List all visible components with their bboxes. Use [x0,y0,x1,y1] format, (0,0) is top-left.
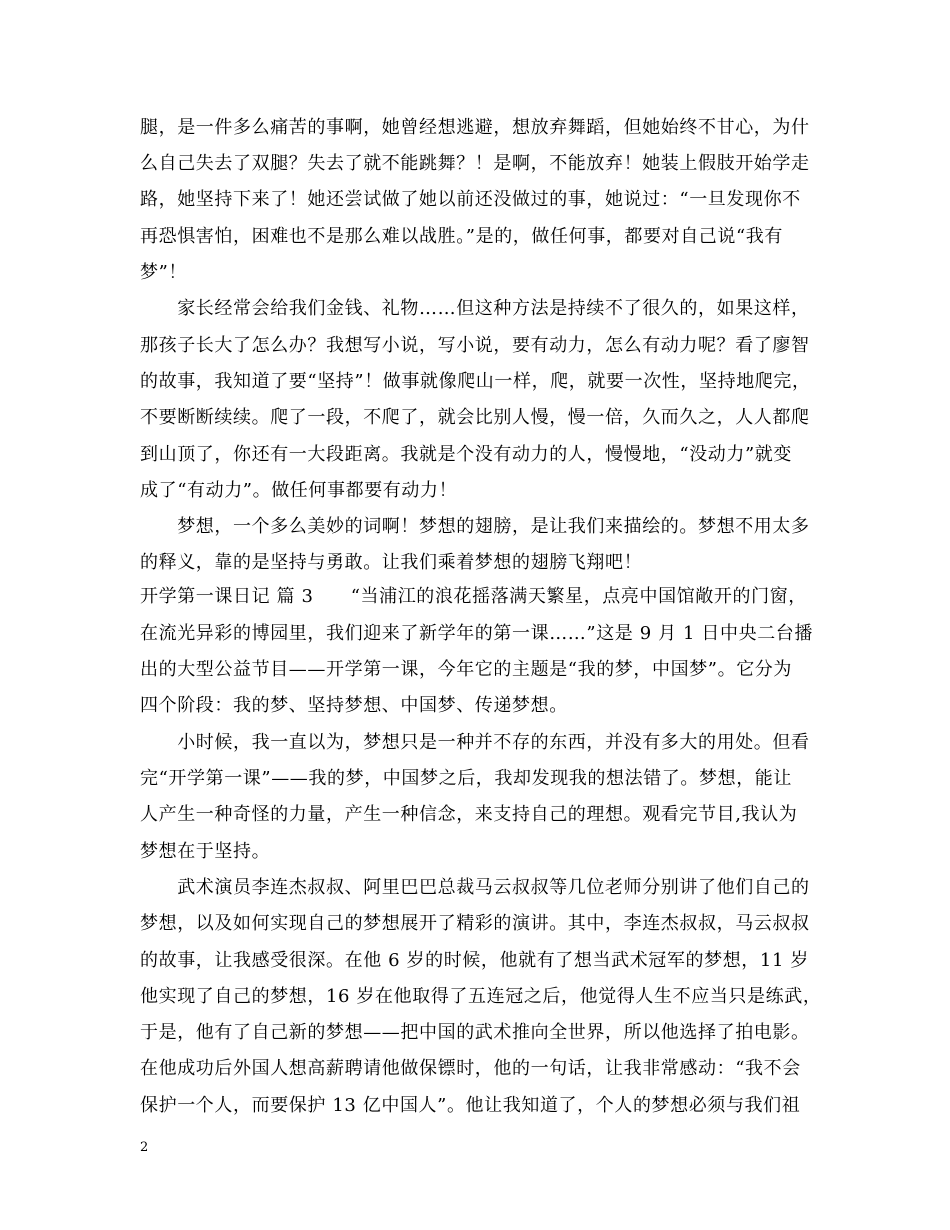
page-number: 2 [140,1140,149,1155]
text-line: 完“开学第一课”——我的梦，中国梦之后，我却发现我的想法错了。梦想，能让 [140,768,793,789]
text-line: 那孩子长大了怎么办？我想写小说，写小说，要有动力，怎么有动力呢？看了廖智 [140,335,810,356]
text-line: 出的大型公益节目——开学第一课，今年它的主题是“我的梦，中国梦”。它分为 [140,659,793,680]
text-line: 梦想在于坚持。 [140,841,271,862]
text-line: 武术演员李连杰叔叔、阿里巴巴总裁马云叔叔等几位老师分别讲了他们自己的 [140,877,810,898]
text-line: 到山顶了，你还有一大段距离。我就是个没有动力的人，慢慢地，“没动力”就变 [140,444,793,465]
text-line: 他实现了自己的梦想，16 岁在他取得了五连冠之后，他觉得人生不应当只是练武， [140,986,822,1007]
text-line: 不要断断续续。爬了一段，不爬了，就会比别人慢，慢一倍，久而久之，人人都爬 [140,407,810,428]
text-line: 腿，是一件多么痛苦的事啊，她曾经想逃避，想放弃舞蹈，但她始终不甘心，为什 [140,117,810,138]
text-line: 梦想，以及如何实现自己的梦想展开了精彩的演讲。其中，李连杰叔叔，马云叔叔 [140,913,810,934]
text-line: 小时候，我一直以为，梦想只是一种并不存的东西，并没有多大的用处。但看 [140,732,810,753]
text-line: 的故事，我知道了要“坚持”！做事就像爬山一样，爬，就要一次性，坚持地爬完， [140,371,811,392]
text-line: 梦”！ [140,262,188,283]
text-line: 的释义，靠的是坚持与勇敢。让我们乘着梦想的翅膀飞翔吧！ [140,552,643,573]
text-line: 四个阶段：我的梦、坚持梦想、中国梦、传递梦想。 [140,695,568,716]
text-line: 保护一个人，而要保护 13 亿中国人”。他让我知道了，个人的梦想必须与我们祖 [140,1095,801,1116]
text-line: 路，她坚持下来了！她还尝试做了她以前还没做过的事，她说过：“一旦发现你不 [140,189,801,210]
text-line: 在流光异彩的博园里，我们迎来了新学年的第一课……”这是 9 月 1 日中央二台播 [140,623,813,644]
text-line: 梦想，一个多么美妙的词啊！梦想的翅膀，是让我们来描绘的。梦想不用太多 [140,516,810,537]
text-line: 于是，他有了自己新的梦想——把中国的武术推向全世界，所以他选择了拍电影。 [140,1022,810,1043]
text-line: 人产生一种奇怪的力量，产生一种信念，来支持自己的理想。观看完节目,我认为 [140,804,798,825]
text-line: 的故事，让我感受很深。在他 6 岁的时候，他就有了想当武术冠军的梦想，11 岁 [140,950,809,971]
text-line: 成了“有动力”。做任何事都要有动力！ [140,480,458,501]
text-line: 么自己失去了双腿？失去了就不能跳舞？！是啊，不能放弃！她装上假肢开始学走 [140,153,810,174]
section-heading-line: 开学第一课日记 篇 3 “当浦江的浪花摇落满天繁星，点亮中国馆敞开的门窗， [140,586,807,607]
text-line: 再恐惧害怕，困难也不是那么难以战胜。”是的，做任何事，都要对自己说“我有 [140,226,784,247]
text-line: 家长经常会给我们金钱、礼物……但这种方法是持续不了很久的，如果这样， [140,298,810,319]
text-line: 在他成功后外国人想高薪聘请他做保镖时，他的一句话，让我非常感动：“我不会 [140,1058,801,1079]
